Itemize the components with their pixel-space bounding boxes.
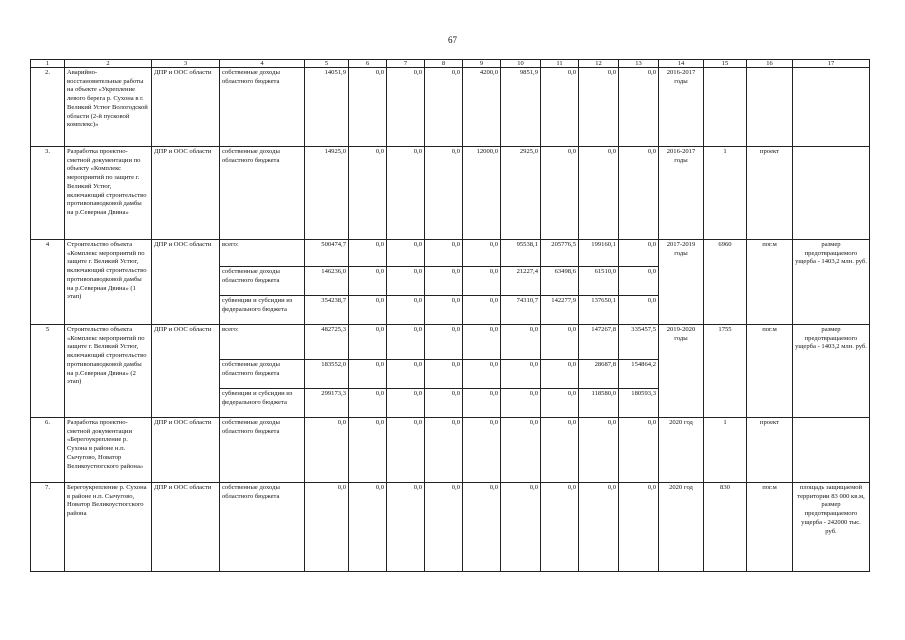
row-number: 6. [31, 418, 65, 483]
executor: ДПР и ООС области [152, 325, 220, 418]
amount-cell: 0,0 [541, 389, 579, 418]
implementation-term: 2016-2017 годы [659, 147, 704, 240]
executor: ДПР и ООС области [152, 68, 220, 147]
amount-cell: 0,0 [349, 147, 387, 240]
amount-cell: 0,0 [349, 296, 387, 325]
amount-cell: 137650,1 [579, 296, 619, 325]
funding-source: собственные доходы областного бюджета [220, 360, 305, 389]
amount-cell: 0,0 [501, 483, 541, 572]
amount-cell: 21227,4 [501, 267, 541, 296]
executor: ДПР и ООС области [152, 147, 220, 240]
column-header: 17 [793, 60, 870, 68]
amount-cell: 0,0 [463, 360, 501, 389]
unit: пог.м [747, 325, 793, 418]
amount-cell: 154864,2 [619, 360, 659, 389]
quantity [704, 68, 747, 147]
amount-cell: 0,0 [387, 296, 425, 325]
amount-cell: 0,0 [579, 68, 619, 147]
amount-cell: 0,0 [387, 147, 425, 240]
unit: проект [747, 147, 793, 240]
funding-source: всего: [220, 325, 305, 360]
amount-cell: 0,0 [463, 267, 501, 296]
column-header: 6 [349, 60, 387, 68]
amount-cell: 0,0 [349, 483, 387, 572]
amount-cell: 0,0 [387, 325, 425, 360]
amount-cell: 2925,0 [501, 147, 541, 240]
result-note: размер предотвращаемого ущерба - 1403,2 млн. руб. [793, 325, 870, 418]
amount-cell: 118580,0 [579, 389, 619, 418]
amount-cell: 9851,9 [501, 68, 541, 147]
amount-cell: 180593,3 [619, 389, 659, 418]
amount-cell: 146236,0 [305, 267, 349, 296]
column-header: 12 [579, 60, 619, 68]
row-number: 4 [31, 240, 65, 325]
amount-cell: 0,0 [349, 325, 387, 360]
amount-cell: 0,0 [619, 267, 659, 296]
executor: ДПР и ООС области [152, 483, 220, 572]
amount-cell: 0,0 [387, 389, 425, 418]
amount-cell: 0,0 [305, 418, 349, 483]
amount-cell: 0,0 [425, 418, 463, 483]
unit: проект [747, 418, 793, 483]
amount-cell: 0,0 [619, 483, 659, 572]
column-header: 16 [747, 60, 793, 68]
amount-cell: 0,0 [501, 360, 541, 389]
result-note: размер предотвращаемого ущерба - 1403,2 млн. руб. [793, 240, 870, 325]
amount-cell: 0,0 [425, 296, 463, 325]
amount-cell: 0,0 [387, 483, 425, 572]
column-header: 5 [305, 60, 349, 68]
amount-cell: 0,0 [387, 360, 425, 389]
amount-cell: 0,0 [501, 325, 541, 360]
row-number: 2. [31, 68, 65, 147]
column-header: 3 [152, 60, 220, 68]
amount-cell: 0,0 [425, 483, 463, 572]
quantity: 6960 [704, 240, 747, 325]
amount-cell: 199160,1 [579, 240, 619, 267]
result-note [793, 68, 870, 147]
amount-cell: 183552,0 [305, 360, 349, 389]
implementation-term: 2019-2020 годы [659, 325, 704, 418]
event-name: Строительство объекта «Комплекс мероприятий по защите г. Великий Устюг, включающий строительство противопаводковой дамбы на р.Северная Двина» (1 этап) [65, 240, 152, 325]
table-row [31, 240, 870, 267]
row-number: 5 [31, 325, 65, 418]
table-row [31, 147, 870, 240]
column-header: 4 [220, 60, 305, 68]
amount-cell: 0,0 [579, 147, 619, 240]
amount-cell: 0,0 [349, 240, 387, 267]
amount-cell: 0,0 [425, 68, 463, 147]
row-number: 3. [31, 147, 65, 240]
amount-cell: 205776,5 [541, 240, 579, 267]
column-header: 8 [425, 60, 463, 68]
amount-cell: 0,0 [619, 147, 659, 240]
amount-cell: 0,0 [619, 418, 659, 483]
amount-cell: 61510,0 [579, 267, 619, 296]
amount-cell: 0,0 [387, 267, 425, 296]
amount-cell: 0,0 [463, 296, 501, 325]
amount-cell: 0,0 [425, 389, 463, 418]
amount-cell: 0,0 [541, 68, 579, 147]
amount-cell: 0,0 [619, 296, 659, 325]
amount-cell: 0,0 [305, 483, 349, 572]
amount-cell: 0,0 [463, 389, 501, 418]
amount-cell: 142277,9 [541, 296, 579, 325]
column-header: 7 [387, 60, 425, 68]
column-header: 2 [65, 60, 152, 68]
amount-cell: 0,0 [463, 483, 501, 572]
unit: пог.м [747, 240, 793, 325]
budget-table [30, 59, 870, 572]
implementation-term: 2020 год [659, 418, 704, 483]
amount-cell: 28687,8 [579, 360, 619, 389]
amount-cell: 0,0 [541, 483, 579, 572]
result-note [793, 147, 870, 240]
amount-cell: 0,0 [619, 240, 659, 267]
amount-cell: 0,0 [541, 325, 579, 360]
table-row [31, 68, 870, 147]
funding-source: субвенции и субсидии из федерального бюджета [220, 296, 305, 325]
amount-cell: 0,0 [387, 240, 425, 267]
amount-cell: 0,0 [579, 418, 619, 483]
column-header: 13 [619, 60, 659, 68]
amount-cell: 0,0 [387, 418, 425, 483]
funding-source: собственные доходы областного бюджета [220, 68, 305, 147]
amount-cell: 500474,7 [305, 240, 349, 267]
row-number: 7. [31, 483, 65, 572]
amount-cell: 354238,7 [305, 296, 349, 325]
column-header: 10 [501, 60, 541, 68]
event-name: Берегоукрепление р. Сухона в районе н.п. Сычугово, Новатор Великоустюгского района [65, 483, 152, 572]
table-row [31, 418, 870, 483]
amount-cell: 0,0 [541, 418, 579, 483]
amount-cell: 0,0 [349, 389, 387, 418]
quantity: 1 [704, 418, 747, 483]
result-note [793, 418, 870, 483]
amount-cell: 0,0 [349, 360, 387, 389]
amount-cell: 0,0 [349, 68, 387, 147]
amount-cell: 299173,3 [305, 389, 349, 418]
amount-cell: 0,0 [425, 360, 463, 389]
amount-cell: 0,0 [425, 267, 463, 296]
amount-cell: 0,0 [425, 147, 463, 240]
funding-source: собственные доходы областного бюджета [220, 418, 305, 483]
column-header: 14 [659, 60, 704, 68]
amount-cell: 95538,1 [501, 240, 541, 267]
amount-cell: 0,0 [425, 240, 463, 267]
event-name: Строительство объекта «Комплекс мероприятий по защите г. Великий Устюг, включающий строительство противопаводковой дамбы на р.Северная Двина» (2 этап) [65, 325, 152, 418]
amount-cell: 0,0 [501, 389, 541, 418]
event-name: Разработка проектно-сметной документации «Берегоукрепление р. Сухона в районе н.п. Сычугово, Новатор Великоустюгского района» [65, 418, 152, 483]
quantity: 1755 [704, 325, 747, 418]
amount-cell: 0,0 [387, 68, 425, 147]
funding-source: собственные доходы областного бюджета [220, 267, 305, 296]
amount-cell: 0,0 [579, 483, 619, 572]
table-body [31, 60, 870, 572]
quantity: 830 [704, 483, 747, 572]
column-number-row [31, 60, 870, 68]
amount-cell: 63498,6 [541, 267, 579, 296]
amount-cell: 0,0 [463, 418, 501, 483]
amount-cell: 0,0 [541, 360, 579, 389]
implementation-term: 2016-2017 годы [659, 68, 704, 147]
event-name: Разработка проектно-сметной документации по объекту «Комплекс мероприятий по защите г. Великий Устюг, включающий строительство противопаводковой дамбы на р.Северная Двина» [65, 147, 152, 240]
implementation-term: 2017-2019 годы [659, 240, 704, 325]
column-header: 9 [463, 60, 501, 68]
amount-cell: 4200,0 [463, 68, 501, 147]
amount-cell: 0,0 [349, 418, 387, 483]
result-note: площадь защищаемой территории 83 000 кв.м, размер предотвращаемого ущерба - 242000 тыс. руб. [793, 483, 870, 572]
table-row [31, 325, 870, 360]
column-header: 15 [704, 60, 747, 68]
amount-cell: 12000,0 [463, 147, 501, 240]
executor: ДПР и ООС области [152, 418, 220, 483]
amount-cell: 14925,0 [305, 147, 349, 240]
amount-cell: 0,0 [619, 68, 659, 147]
implementation-term: 2020 год [659, 483, 704, 572]
amount-cell: 0,0 [425, 325, 463, 360]
amount-cell: 482725,3 [305, 325, 349, 360]
executor: ДПР и ООС области [152, 240, 220, 325]
amount-cell: 147267,8 [579, 325, 619, 360]
amount-cell: 0,0 [541, 147, 579, 240]
amount-cell: 0,0 [463, 240, 501, 267]
funding-source: собственные доходы областного бюджета [220, 483, 305, 572]
column-header: 1 [31, 60, 65, 68]
table-row [31, 483, 870, 572]
funding-source: собственные доходы областного бюджета [220, 147, 305, 240]
funding-source: всего: [220, 240, 305, 267]
page-number: 67 [448, 35, 457, 45]
column-header: 11 [541, 60, 579, 68]
amount-cell: 0,0 [349, 267, 387, 296]
unit: пог.м [747, 483, 793, 572]
unit [747, 68, 793, 147]
amount-cell: 0,0 [463, 325, 501, 360]
amount-cell: 335457,5 [619, 325, 659, 360]
event-name: Аварийно-восстановительные работы на объекте «Укрепление левого берега р. Сухона в г. Великий Устюг Вологодской области (2-й пусковой комплекс)» [65, 68, 152, 147]
amount-cell: 0,0 [501, 418, 541, 483]
amount-cell: 14051,9 [305, 68, 349, 147]
amount-cell: 74310,7 [501, 296, 541, 325]
funding-source: субвенции и субсидии из федерального бюджета [220, 389, 305, 418]
quantity: 1 [704, 147, 747, 240]
